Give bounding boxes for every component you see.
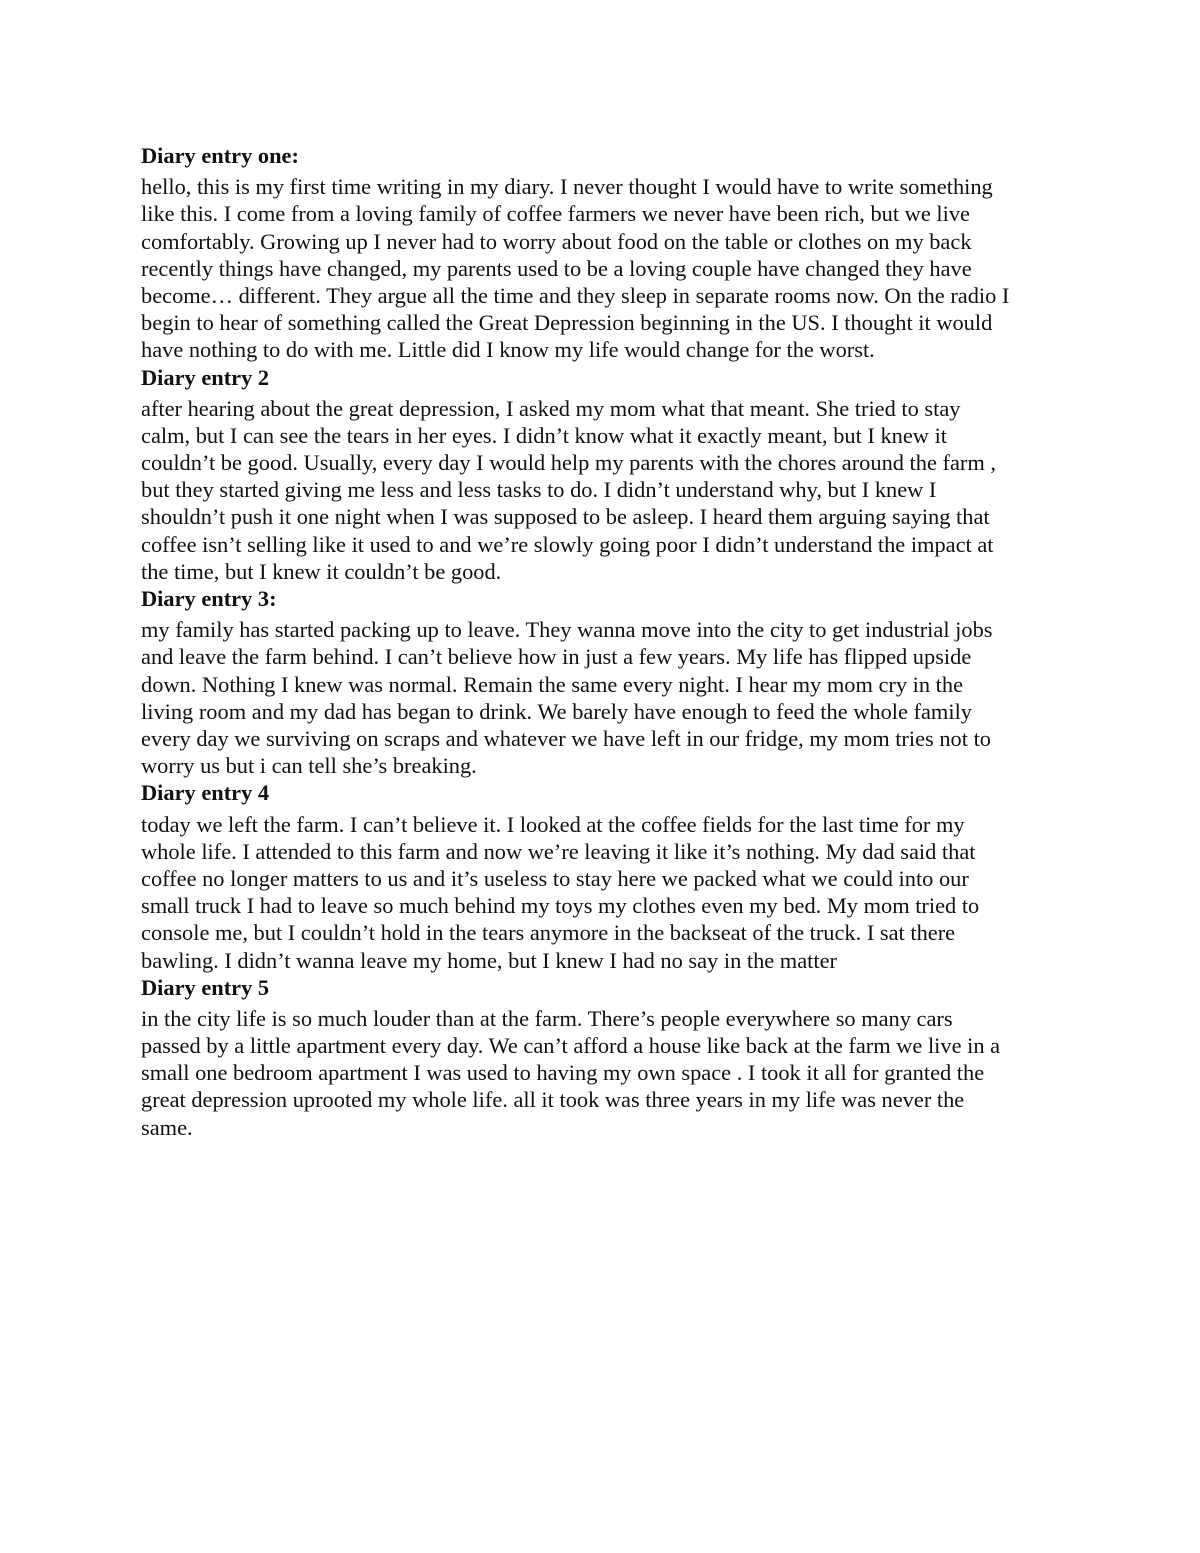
entry-text-line: after hearing about the great depression, I asked my mom what that meant. She tried to stay — [141, 395, 961, 421]
entry-text-line: passed by a little apartment every day. We can’t afford a house like back at the farm we live in a — [141, 1033, 1001, 1059]
diary-entry — [141, 974, 1066, 1141]
entry-text-line: great depression uprooted my whole life. all it took was three years in my life was never the — [141, 1087, 965, 1113]
entry-text-line: coffee no longer matters to us and it’s useless to stay here we packed what we could into our — [141, 865, 969, 891]
entry-text-line: calm, but I can see the tears in her eyes. I didn’t know what it exactly meant, but I knew it — [141, 422, 948, 448]
entry-text-line: bawling. I didn’t wanna leave my home, but I knew I had no say in the matter — [141, 947, 838, 973]
entry-heading: Diary entry 4 — [141, 780, 270, 806]
entry-text-line: like this. I come from a loving family of coffee farmers we never have been rich, but we live — [141, 201, 970, 227]
entry-heading: Diary entry 5 — [141, 974, 270, 1000]
entry-text-line: my family has started packing up to leave. They wanna move into the city to get industrial jobs — [141, 617, 993, 643]
entry-text-line: begin to hear of something called the Great Depression beginning in the US. I thought it would — [141, 310, 993, 336]
entry-text-line: but they started giving me less and less tasks to do. I didn’t understand why, but I knew I — [141, 477, 937, 503]
diary-document — [141, 142, 1066, 1141]
entry-text-line: living room and my dad has began to drink. We barely have enough to feed the whole family — [141, 698, 972, 724]
entry-text-line: small truck I had to leave so much behind my toys my clothes even my bed. My mom tried to — [141, 893, 980, 919]
entry-body — [141, 1005, 1066, 1141]
entry-heading: Diary entry 2 — [141, 364, 270, 390]
entry-text-line: whole life. I attended to this farm and now we’re leaving it like it’s nothing. My dad said that — [141, 838, 976, 864]
diary-entry — [141, 779, 1066, 973]
entry-text-line: become… different. They argue all the time and they sleep in separate rooms now. On the radio I — [141, 282, 1010, 308]
entry-text-line: worry us but i can tell she’s breaking. — [141, 753, 477, 779]
entry-heading: Diary entry 3: — [141, 586, 277, 612]
entry-text-line: coffee isn’t selling like it used to and we’re slowly going poor I didn’t understand the impact at — [141, 531, 994, 557]
entry-text-line: and leave the farm behind. I can’t believe how in just a few years. My life has flipped upside — [141, 644, 972, 670]
entry-body — [141, 173, 1066, 363]
entry-text-line: every day we surviving on scraps and whatever we have left in our fridge, my mom tries not to — [141, 725, 991, 751]
entry-body — [141, 395, 1066, 585]
entry-text-line: same. — [141, 1114, 193, 1140]
entry-body — [141, 616, 1066, 779]
diary-entry — [141, 585, 1066, 779]
entry-text-line: in the city life is so much louder than at the farm. There’s people everywhere so many cars — [141, 1005, 953, 1031]
entry-text-line: the time, but I knew it couldn’t be good. — [141, 558, 502, 584]
entry-text-line: small one bedroom apartment I was used to having my own space . I took it all for granted the — [141, 1060, 985, 1086]
diary-entry — [141, 142, 1066, 364]
entry-heading: Diary entry one: — [141, 143, 299, 168]
entry-text-line: shouldn’t push it one night when I was supposed to be asleep. I heard them arguing saying that — [141, 504, 990, 530]
entry-text-line: console me, but I couldn’t hold in the tears anymore in the backseat of the truck. I sat there — [141, 920, 956, 946]
entry-text-line: down. Nothing I knew was normal. Remain the same every night. I hear my mom cry in the — [141, 671, 964, 697]
entry-text-line: hello, this is my first time writing in my diary. I never thought I would have to write something — [141, 174, 993, 200]
entry-text-line: couldn’t be good. Usually, every day I would help my parents with the chores around the farm , — [141, 450, 996, 476]
entry-text-line: today we left the farm. I can’t believe it. I looked at the coffee fields for the last time for my — [141, 811, 965, 837]
entry-body — [141, 811, 1066, 974]
entry-text-line: comfortably. Growing up I never had to worry about food on the table or clothes on my back — [141, 228, 972, 254]
entry-text-line: have nothing to do with me. Little did I know my life would change for the worst. — [141, 337, 875, 363]
diary-entry — [141, 364, 1066, 586]
entry-text-line: recently things have changed, my parents used to be a loving couple have changed they have — [141, 255, 972, 281]
